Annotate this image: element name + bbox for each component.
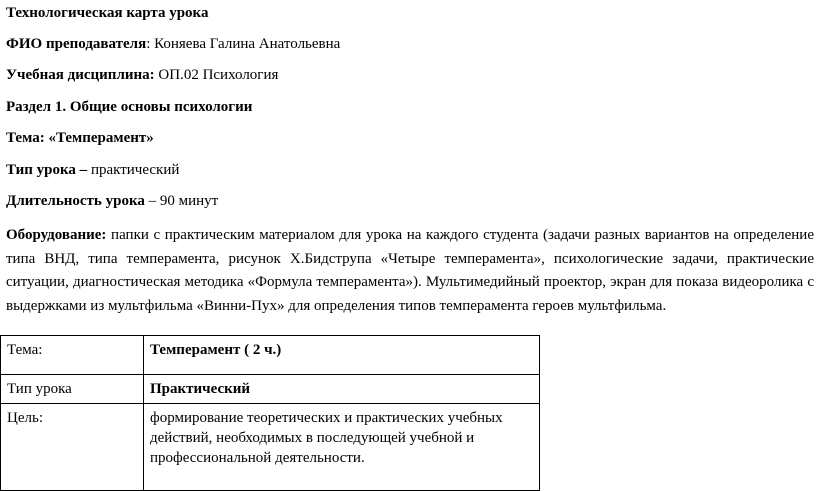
table-cell-value: формирование теоретических и практических учебных действий, необходимых в последующей учебной и профессиональной деятельности.: [144, 404, 540, 491]
equipment-value: папки с практическим материалом для урока на каждого студента (задачи разных вариантов на определение типа ВНД, типа темперамента, рисунок Х.Бидструпа «Четыре темперамента», психологические задачи, практические ситуации, диагностическая методика «Формула темперамента»). Мультимедийный проектор, экран для показа видеоролика с выдержками из мультфильма «Винни-Пух» для определения типов темперамента героев мультфильма.: [6, 227, 814, 314]
lesson-type-label: Тип урока –: [6, 162, 88, 178]
table-cell-value: Темперамент ( 2 ч.): [144, 336, 540, 375]
table-cell-label: Цель:: [1, 404, 144, 491]
lesson-type-value: практический: [87, 162, 180, 178]
discipline-line: [6, 66, 278, 84]
table-cell-label: Тип урока: [1, 375, 144, 404]
section-heading: Раздел 1. Общие основы психологии: [6, 99, 253, 115]
duration-value: – 90 минут: [144, 193, 219, 209]
duration-label: Длительность урока: [6, 193, 145, 209]
teacher-line: [6, 35, 340, 53]
table-row: [1, 375, 540, 404]
equipment-paragraph: [6, 224, 814, 318]
discipline-value: ОП.02 Психология: [154, 67, 279, 83]
teacher-label: ФИО преподавателя: [6, 36, 147, 52]
teacher-value: : Коняева Галина Анатольевна: [146, 36, 341, 52]
document-title: Технологическая карта урока: [6, 5, 209, 21]
table-row: [1, 404, 540, 491]
table-cell-label: Тема:: [1, 336, 144, 375]
lesson-type-line: [6, 161, 179, 179]
lesson-table: [0, 335, 540, 491]
equipment-label: Оборудование:: [6, 227, 107, 243]
duration-line: [6, 192, 218, 210]
table-cell-value: Практический: [144, 375, 540, 404]
discipline-label: Учебная дисциплина:: [6, 67, 155, 83]
topic-heading: Тема: «Темперамент»: [6, 130, 154, 146]
table-row: [1, 336, 540, 375]
